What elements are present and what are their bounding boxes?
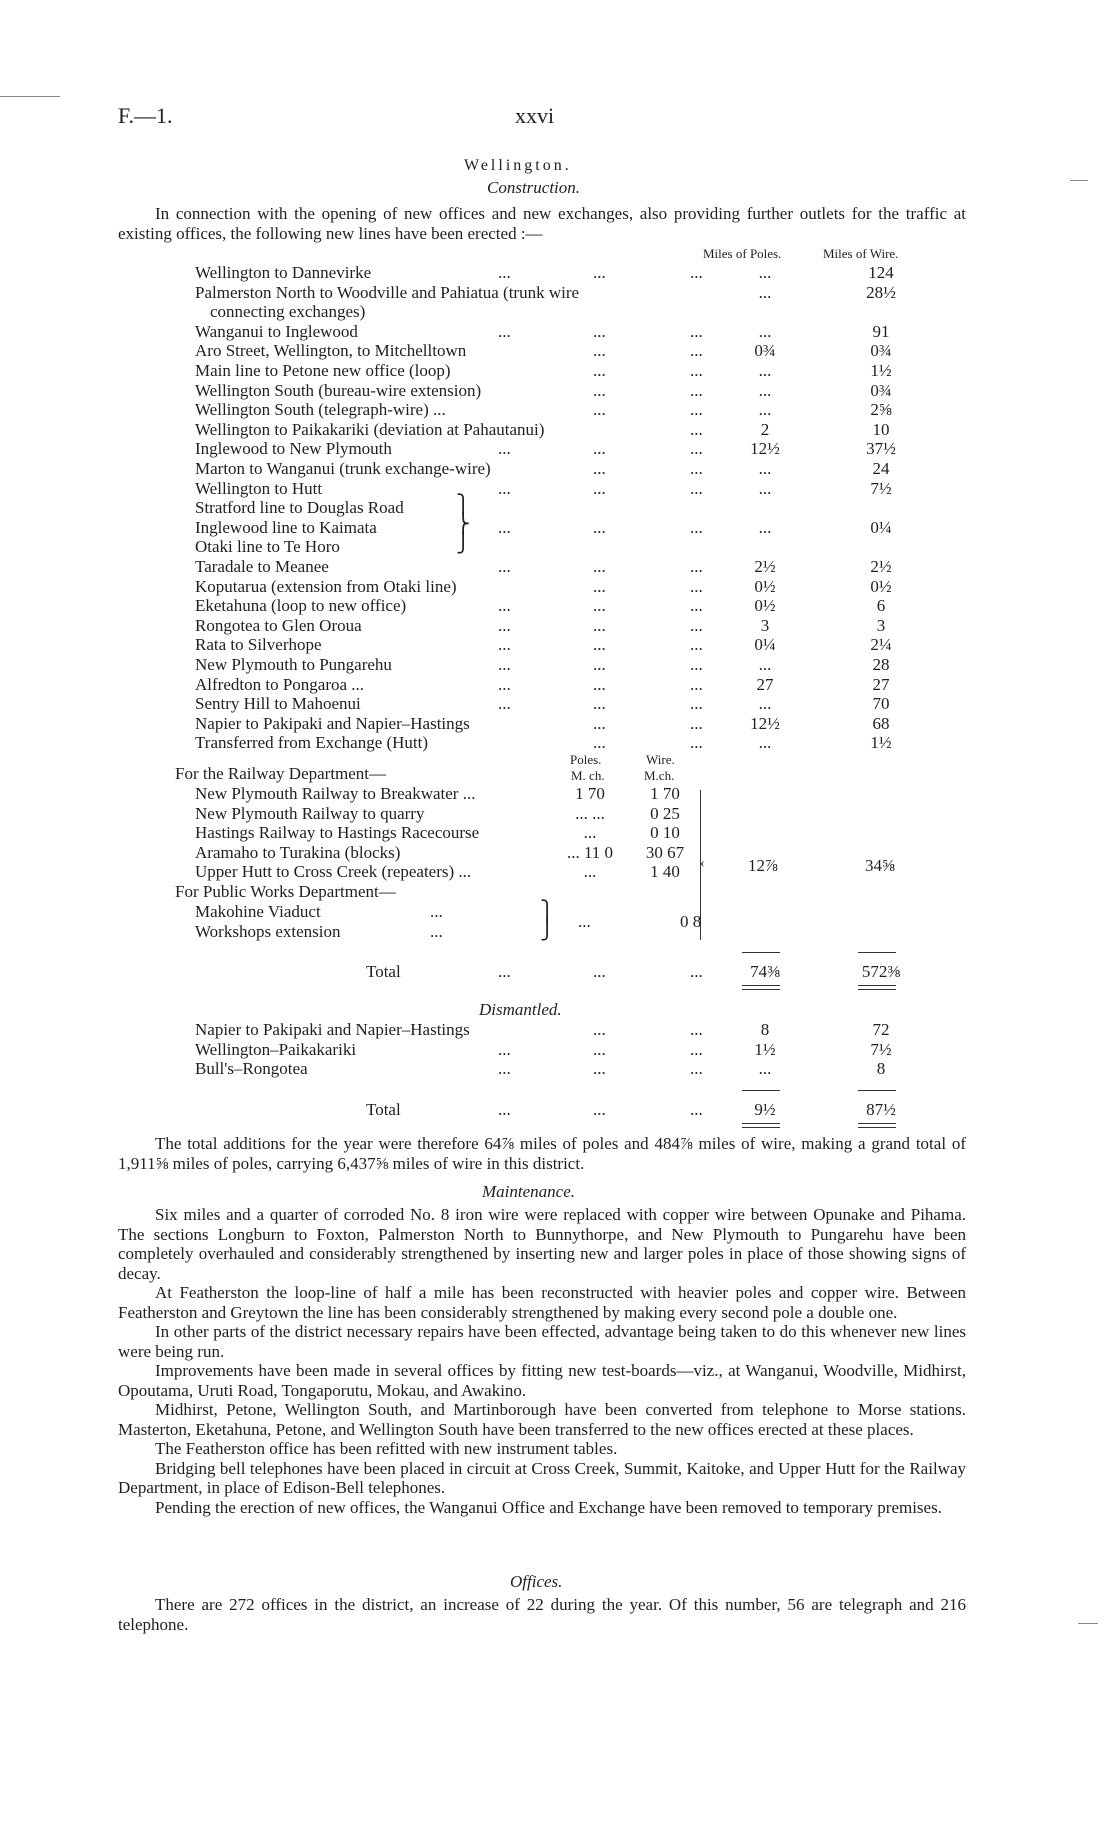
leader-dots: ...: [690, 962, 703, 981]
leader-dots: ...: [498, 962, 511, 981]
leader-dots: ...: [593, 674, 606, 694]
table-row: [0, 596, 1114, 616]
pw-poles: ...: [578, 912, 591, 931]
table-row: [0, 459, 1114, 479]
rail-brace-tip: ‹: [700, 856, 705, 871]
leader-dots: ...: [690, 478, 703, 498]
line-name: Wellington South (telegraph-wire) ...: [195, 400, 446, 420]
leader-dots: ...: [430, 902, 443, 921]
rail-col-poles-unit: M. ch.: [571, 768, 605, 783]
line-name: Rata to Silverhope: [195, 635, 322, 655]
total-poles: 74⅜: [750, 962, 780, 981]
table-row: [0, 381, 1114, 401]
miles-of-wire: 68: [872, 713, 890, 733]
table-row: [0, 635, 1114, 655]
leader-dots: ...: [498, 439, 511, 459]
railway-poles: ... 11 0: [566, 842, 614, 862]
leader-dots: ...: [593, 596, 606, 616]
miles-of-poles: 27: [756, 674, 774, 694]
table-row: [0, 263, 1114, 283]
leader-dots: ...: [690, 321, 703, 341]
leader-dots: ...: [690, 733, 703, 753]
miles-of-poles: ...: [758, 1059, 772, 1079]
leader-dots: ...: [593, 1039, 606, 1059]
offices-text: There are 272 offices in the district, an increase of 22 during the year. Of this number, 56 are telegraph and 216 telephone.: [118, 1595, 966, 1634]
maintenance-paragraph: Bridging bell telephones have been placed in circuit at Cross Creek, Summit, Kaitoke, and Upper Hutt for the Railway Department, in place of Edison-Bell telephones.: [118, 1458, 966, 1497]
railway-line-name: New Plymouth Railway to Breakwater ...: [195, 784, 476, 803]
table-row: [0, 784, 1114, 804]
leader-dots: ...: [593, 517, 606, 537]
scan-mark: [1070, 180, 1088, 181]
leader-dots: ...: [593, 576, 606, 596]
scan-mark: [1078, 1623, 1098, 1624]
total-double-rule-wire: [858, 985, 896, 990]
table-row: [0, 655, 1114, 675]
miles-of-wire: 28: [872, 655, 890, 674]
leader-dots: ...: [593, 655, 606, 674]
miles-of-poles: 2½: [754, 557, 776, 576]
leader-dots: ...: [498, 635, 511, 655]
leader-dots: ...: [593, 1059, 606, 1079]
table-row: [0, 439, 1114, 459]
dismantled-total-wire: 87½: [866, 1100, 896, 1119]
miles-of-poles: ...: [758, 380, 772, 400]
miles-of-wire: 124: [868, 263, 894, 282]
railway-wire: 0 10: [650, 823, 680, 843]
line-name: Rongotea to Glen Oroua: [195, 615, 362, 635]
miles-of-poles: 0½: [754, 576, 776, 596]
dis-rule-wire: [858, 1090, 896, 1091]
leader-dots: ...: [593, 1020, 606, 1039]
offices-heading: Offices.: [510, 1572, 563, 1591]
railway-wire: 1 40: [650, 862, 680, 882]
leader-dots: ...: [593, 478, 606, 498]
dismantled-heading: Dismantled.: [479, 1000, 562, 1019]
line-name: Marton to Wanganui (trunk exchange-wire): [195, 459, 491, 478]
table-row: [0, 420, 1114, 440]
railway-line-name: Aramaho to Turakina (blocks): [195, 842, 401, 862]
line-name: Wanganui to Inglewood: [195, 321, 358, 341]
total-double-rule-poles: [742, 985, 780, 990]
miles-of-wire: 8: [876, 1059, 886, 1079]
railway-heading: For the Railway Department—: [175, 764, 387, 783]
railway-line-name: Upper Hutt to Cross Creek (repeaters) ...: [195, 862, 472, 882]
maintenance-paragraph: In other parts of the district necessary repairs have been effected, advantage being taken to do this whenever new lines were being run.: [118, 1322, 966, 1361]
table-row: [0, 616, 1114, 636]
miles-of-poles: 3: [760, 615, 770, 635]
miles-of-poles: ...: [758, 478, 772, 498]
scan-mark: [0, 96, 60, 97]
table-row: [0, 302, 1114, 322]
table-row: [0, 902, 1114, 922]
miles-of-wire: 70: [872, 694, 890, 714]
leader-dots: ...: [690, 1039, 703, 1059]
miles-of-wire: 7½: [870, 478, 892, 498]
line-name: Otaki line to Te Horo: [195, 537, 340, 557]
line-name: Wellington–Paikakariki: [195, 1039, 357, 1059]
leader-dots: ...: [593, 733, 606, 753]
table-row: [0, 714, 1114, 734]
railway-line-name: Hastings Railway to Hastings Racecourse: [195, 823, 480, 843]
col-head-wire: Miles of Wire.: [823, 246, 899, 261]
miles-of-wire: 3: [876, 615, 886, 635]
leader-dots: ...: [690, 713, 703, 733]
leader-dots: ...: [593, 635, 606, 655]
leader-dots: ...: [593, 361, 606, 380]
leader-dots: ...: [690, 419, 703, 439]
miles-of-poles: 8: [760, 1020, 770, 1039]
line-name: Wellington to Hutt: [195, 478, 323, 498]
dismantled-total-row: [0, 1100, 1114, 1120]
leader-dots: ...: [690, 655, 703, 674]
dismantled-total-poles: 9½: [754, 1100, 776, 1119]
leader-dots: ...: [690, 439, 703, 459]
miles-of-wire: 10: [872, 419, 890, 439]
leader-dots: ...: [498, 263, 511, 282]
railway-wire: 30 67: [645, 842, 685, 862]
table-row: [0, 694, 1114, 714]
leader-dots: ...: [593, 380, 606, 400]
leader-dots: ...: [690, 380, 703, 400]
table-row: [0, 733, 1114, 753]
leader-dots: ...: [690, 263, 703, 282]
railway-poles: ...: [583, 862, 597, 882]
table-row: [0, 804, 1114, 824]
leader-dots: ...: [690, 596, 703, 616]
total-rule-wire: [858, 952, 896, 953]
construction-heading: Construction.: [487, 178, 581, 197]
leader-dots: ...: [593, 439, 606, 459]
miles-of-wire: 91: [872, 321, 890, 341]
miles-of-wire: 2⅝: [870, 400, 892, 420]
pw-wire: 0 8: [680, 912, 702, 931]
leader-dots: ...: [498, 517, 511, 537]
railway-line-name: New Plymouth Railway to quarry: [195, 803, 425, 823]
page-number: xxvi: [515, 103, 555, 128]
leader-dots: ...: [593, 459, 606, 478]
leader-dots: ...: [690, 576, 703, 596]
summary-paragraph: [118, 1134, 966, 1173]
table-row: [0, 862, 1114, 882]
line-name: Stratford line to Douglas Road: [195, 498, 404, 518]
leader-dots: ...: [593, 341, 606, 361]
leader-dots: ...: [498, 674, 511, 694]
leader-dots: ...: [690, 1059, 703, 1079]
table-row: [0, 283, 1114, 303]
railway-group-poles: 12⅞: [748, 856, 778, 875]
leader-dots: ...: [593, 400, 606, 420]
miles-of-poles: ...: [758, 400, 772, 420]
table-row: [0, 922, 1114, 942]
leader-dots: ...: [690, 341, 703, 361]
miles-of-poles: ...: [758, 282, 772, 302]
leader-dots: ...: [690, 517, 703, 537]
line-name: Wellington to Dannevirke: [195, 263, 372, 282]
leader-dots: ...: [593, 713, 606, 733]
leader-dots: ...: [498, 478, 511, 498]
miles-of-poles: 2: [760, 419, 770, 439]
line-name: Taradale to Meanee: [195, 557, 329, 576]
line-name: Napier to Pakipaki and Napier–Hastings: [195, 713, 470, 733]
leader-dots: ...: [593, 557, 606, 576]
miles-of-wire: 0¼: [870, 517, 892, 537]
line-name: New Plymouth to Pungarehu: [195, 655, 392, 674]
line-name: Alfredton to Pongaroa ...: [195, 674, 365, 694]
miles-of-wire: 37½: [866, 439, 896, 459]
maintenance-paragraph: Pending the erection of new offices, the Wanganui Office and Exchange have been removed to temporary premises.: [155, 1497, 942, 1517]
table-row: [0, 518, 1114, 538]
dis-double-rule-wire: [858, 1123, 896, 1128]
table-row: [0, 557, 1114, 577]
miles-of-wire: 1½: [870, 733, 892, 753]
line-name: Wellington South (bureau-wire extension): [195, 380, 482, 400]
leader-dots: ...: [430, 921, 443, 941]
miles-of-poles: ...: [758, 321, 772, 341]
leader-dots: ...: [593, 694, 606, 714]
maintenance-paragraph: Improvements have been made in several offices by fitting new test-boards—viz., at Wanganui, Woodville, Midhirst, Opoutama, Uruti Road, Tongaporutu, Mokau, and Awakino.: [118, 1361, 966, 1400]
summary-text: The total additions for the year were therefore 64⅞ miles of poles and 484⅞ miles of wire, making a grand total of 1,911⅝ miles of poles, carrying 6,437⅝ miles of wire in this district.: [118, 1134, 966, 1173]
miles-of-poles: ...: [758, 733, 772, 753]
miles-of-poles: ...: [758, 517, 772, 537]
offices-body: [118, 1595, 966, 1634]
miles-of-poles: 1½: [754, 1039, 776, 1059]
rail-col-wire: Wire.: [646, 752, 675, 767]
miles-of-wire: 27: [872, 674, 890, 694]
total-label: Total: [366, 1100, 401, 1119]
railway-group-wire: 34⅝: [865, 856, 895, 875]
leader-dots: ...: [593, 321, 606, 341]
miles-of-wire: 1½: [870, 361, 892, 380]
line-name: connecting exchanges): [210, 302, 366, 322]
leader-dots: ...: [690, 459, 703, 478]
miles-of-poles: 0¼: [754, 635, 776, 655]
page-code: F.—1.: [118, 103, 173, 128]
table-row: [0, 823, 1114, 843]
table-row: [0, 400, 1114, 420]
leader-dots: ...: [593, 263, 606, 282]
line-name: Bull's–Rongotea: [195, 1059, 308, 1079]
table-row: [0, 361, 1114, 381]
line-name: Inglewood to New Plymouth: [195, 439, 392, 459]
rail-col-poles: Poles.: [570, 752, 602, 767]
leader-dots: ...: [690, 1100, 703, 1119]
table-row: [0, 675, 1114, 695]
railway-wire: 0 25: [650, 803, 680, 823]
table-row: [0, 577, 1114, 597]
leader-dots: ...: [593, 615, 606, 635]
public-works-heading: For Public Works Department—: [175, 882, 396, 901]
leader-dots: ...: [690, 400, 703, 420]
miles-of-poles: 0½: [754, 596, 776, 616]
pw-line-name: Workshops extension: [195, 921, 341, 941]
leader-dots: ...: [690, 557, 703, 576]
total-wire: 572⅜: [861, 962, 901, 981]
maintenance-paragraph: Six miles and a quarter of corroded No. 8 iron wire were replaced with copper wire between Opunake and Pihama. The sections Longburn to Foxton, Palmerston North to Bunnythorpe, and New Plymouth to Pungarehu have been completely overhauled and considerably strengthened by inserting new and larger poles in place of those showing signs of decay.: [118, 1205, 966, 1283]
col-head-poles: Miles of Poles.: [703, 246, 782, 261]
miles-of-poles: 12½: [750, 713, 780, 733]
railway-poles: ... ...: [575, 803, 605, 823]
table-row: [0, 341, 1114, 361]
line-name: Napier to Pakipaki and Napier–Hastings: [195, 1020, 470, 1039]
line-name: Palmerston North to Woodville and Pahiatua (trunk wire: [195, 282, 580, 302]
construction-intro: [118, 204, 966, 243]
table-row: [0, 498, 1114, 518]
miles-of-wire: 24: [872, 459, 890, 478]
line-name: Aro Street, Wellington, to Mitchelltown: [195, 341, 467, 361]
group-brace: ⎫ ⎬ ⎭: [456, 495, 471, 554]
miles-of-poles: 0¾: [754, 341, 776, 361]
miles-of-wire: 2¼: [870, 635, 892, 655]
dis-rule-poles: [742, 1090, 780, 1091]
leader-dots: ...: [498, 596, 511, 616]
total-rule-poles: [742, 952, 780, 953]
table-row: [0, 1059, 1114, 1079]
miles-of-poles: ...: [758, 361, 772, 380]
miles-of-wire: 28½: [866, 282, 896, 302]
miles-of-poles: ...: [758, 655, 772, 674]
railway-wire: 1 70: [650, 784, 680, 803]
miles-of-poles: ...: [758, 263, 772, 282]
miles-of-wire: 6: [876, 596, 886, 616]
leader-dots: ...: [498, 694, 511, 714]
railway-poles: ...: [583, 823, 597, 843]
line-name: Wellington to Paikakariki (deviation at Pahautanui): [195, 419, 545, 439]
line-name: Main line to Petone new office (loop): [195, 361, 451, 380]
total-label: Total: [366, 962, 401, 981]
intro-text: In connection with the opening of new offices and new exchanges, also providing further outlets for the traffic at existing offices, the following new lines have been erected :—: [118, 204, 966, 243]
table-row: [0, 322, 1114, 342]
miles-of-wire: 0¾: [870, 341, 892, 361]
table-row: [0, 1040, 1114, 1060]
leader-dots: ...: [498, 655, 511, 674]
maintenance-body: [118, 1205, 966, 1517]
leader-dots: ...: [593, 1100, 606, 1119]
section-title: Wellington.: [464, 157, 572, 174]
miles-of-wire: 2½: [870, 557, 892, 576]
leader-dots: ...: [498, 1059, 511, 1079]
table-row: [0, 1020, 1114, 1040]
leader-dots: ...: [498, 557, 511, 576]
leader-dots: ...: [498, 321, 511, 341]
miles-of-wire: 0¾: [870, 380, 892, 400]
miles-of-wire: 7½: [870, 1039, 892, 1059]
table-row: [0, 479, 1114, 499]
line-name: Koputarua (extension from Otaki line): [195, 576, 457, 596]
line-name: Sentry Hill to Mahoenui: [195, 694, 361, 714]
line-name: Eketahuna (loop to new office): [195, 596, 407, 616]
miles-of-wire: 72: [872, 1020, 890, 1039]
maintenance-paragraph: The Featherston office has been refitted with new instrument tables.: [155, 1439, 618, 1458]
miles-of-wire: 0½: [870, 576, 892, 596]
leader-dots: ...: [498, 1100, 511, 1119]
railway-poles: 1 70: [575, 784, 605, 803]
table-row: [0, 537, 1114, 557]
maintenance-paragraph: Midhirst, Petone, Wellington South, and Martinborough have been converted from telephone to Morse stations. Masterton, Eketahuna, Petone, and Wellington South have been transferred to the new offices erected at these places.: [118, 1400, 966, 1439]
maintenance-heading: Maintenance.: [482, 1182, 575, 1201]
pw-brace: ⎫ ⎭: [540, 901, 555, 941]
pw-line-name: Makohine Viaduct: [195, 902, 321, 921]
maintenance-paragraph: At Featherston the loop-line of half a mile has been reconstructed with heavier poles and copper wire. Between Featherston and Greytown the line has been considerably strengthened by making every second pole a double one.: [118, 1283, 966, 1322]
leader-dots: ...: [690, 361, 703, 380]
leader-dots: ...: [690, 674, 703, 694]
leader-dots: ...: [498, 615, 511, 635]
dis-double-rule-poles: [742, 1123, 780, 1128]
line-name: Transferred from Exchange (Hutt): [195, 733, 429, 753]
leader-dots: ...: [690, 1020, 703, 1039]
leader-dots: ...: [690, 694, 703, 714]
leader-dots: ...: [593, 962, 606, 981]
leader-dots: ...: [690, 635, 703, 655]
miles-of-poles: 12½: [750, 439, 780, 459]
line-name: Inglewood line to Kaimata: [195, 517, 377, 537]
miles-of-poles: ...: [758, 694, 772, 714]
table-row: [0, 843, 1114, 863]
leader-dots: ...: [498, 1039, 511, 1059]
miles-of-poles: ...: [758, 459, 772, 478]
construction-total-row: [0, 962, 1114, 982]
rail-col-wire-unit: M.ch.: [644, 768, 675, 783]
leader-dots: ...: [690, 615, 703, 635]
